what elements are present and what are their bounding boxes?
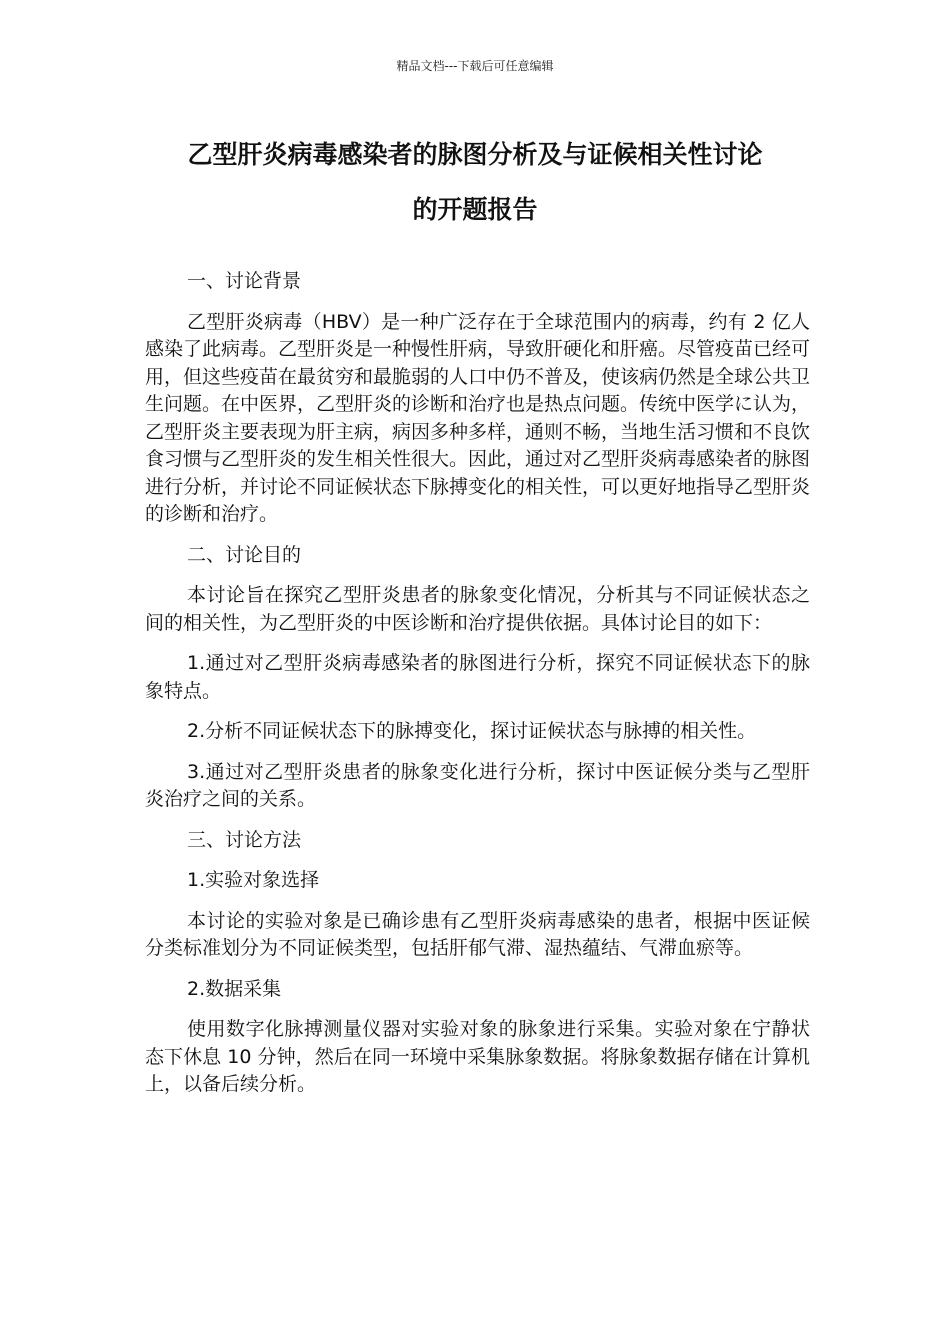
document-title-line-2: 的开题报告 — [412, 195, 538, 224]
purpose-item-2: 2.分析不同证候状态下的脉搏变化，探讨证候状态与脉搏的相关性。 — [187, 720, 757, 742]
section-heading-background: 一、讨论背景 — [187, 270, 302, 292]
page-header: 精品文档---下载后可任意编辑 — [396, 59, 554, 73]
paragraph-background: 乙型肝炎病毒（HBV）是一种广泛存在于全球范围内的病毒，约有 2 亿人感染了此病毒。乙型肝炎是一种慢性肝病，导致肝硬化和肝癌。尽管疫苗已经可用，但这些疫苗在最贫穷和最脆弱的人口中仍不普及，使该病仍然是全球公共卫生问题。在中医界，乙型肝炎的诊断和治疗也是热点问题。传统中医学に认为，乙型肝炎主要表现为肝主病，病因多种多样，通则不畅，当地生活习惯和不良饮食习惯与乙型肝炎的发生相关性很大。因此，通过对乙型肝炎病毒感染者的脉图进行分析，并讨论不同证候状态下脉搏变化的相关性，可以更好地指导乙型肝炎的诊断和治疗。 — [145, 310, 811, 525]
subheading-data-collection: 2.数据采集 — [187, 977, 282, 1000]
paragraph-data-collection: 使用数字化脉搏测量仪器对实验对象的脉象进行采集。实验对象在宁静状态下休息 10 分钟，然后在同一环境中采集脉象数据。将脉象数据存储在计算机上，以备后续分析。 — [145, 1018, 810, 1095]
paragraph-purpose: 本讨论旨在探究乙型肝炎患者的脉象变化情况，分析其与不同证候状态之间的相关性，为乙型肝炎的中医诊断和治疗提供依据。具体讨论目的如下： — [145, 584, 810, 634]
purpose-item-1: 1.通过对乙型肝炎病毒感染者的脉图进行分析，探究不同证候状态下的脉象特点。 — [145, 652, 810, 702]
purpose-item-3: 3.通过对乙型肝炎患者的脉象变化进行分析，探讨中医证候分类与乙型肝炎治疗之间的关系。 — [145, 760, 810, 810]
section-heading-methods: 三、讨论方法 — [187, 828, 302, 851]
section-heading-purpose: 二、讨论目的 — [187, 543, 302, 566]
paragraph-subject-selection: 本讨论的实验对象是已确诊患有乙型肝炎病毒感染的患者，根据中医证候分类标准划分为不同证候类型，包括肝郁气滞、湿热蕴结、气滞血瘀等。 — [145, 909, 810, 959]
subheading-subject-selection: 1.实验对象选择 — [187, 869, 320, 891]
document-body — [145, 268, 810, 1112]
document-title-line-1: 乙型肝炎病毒感染者的脉图分析及与证候相关性讨论 — [187, 140, 763, 169]
